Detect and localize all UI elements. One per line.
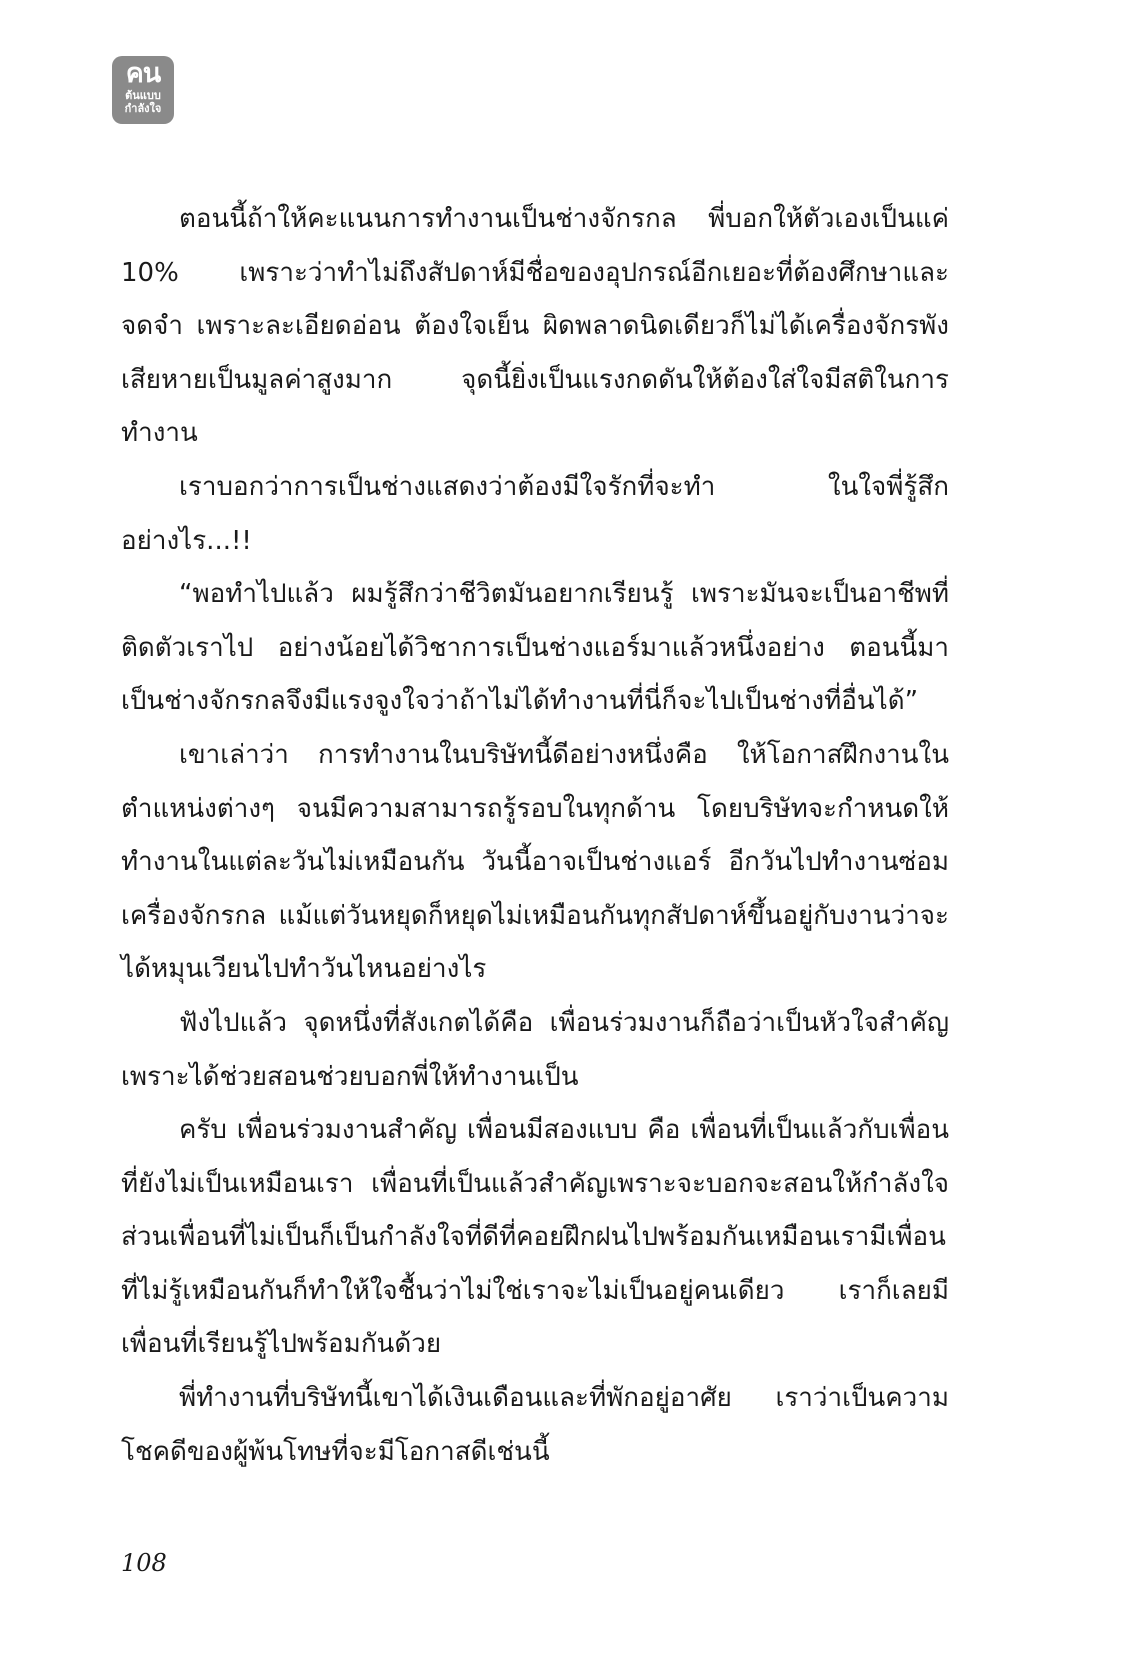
paragraph-6: ครับ เพื่อนร่วมงานสำคัญ เพื่อนมีสองแบบ คือ เพื่อนที่เป็นแล้วกับเพื่อนที่ยังไม่เป็นเหมือนเรา เพื่อนที่เป็นแล้วสำคัญเพราะจะบอกจะสอนให้กำลังใจ ส่วนเพื่อนที่ไม่เป็นก็เป็นกำลังใจที่ดีที่คอยฝึกฝนไปพร้อมกันเหมือนเรามีเพื่อนที่ไม่รู้เหมือนกันก็ทำให้ใจชื้นว่าไม่ใช่เราจะไม่เป็นอยู่คนเดียว เราก็เลยมีเพื่อนที่เรียนรู้ไปพร้อมกันด้วย bbox=[121, 1115, 949, 1360]
paragraph-2: เราบอกว่าการเป็นช่างแสดงว่าต้องมีใจรักที่จะทำ ในใจพี่รู้สึกอย่างไร...!! bbox=[121, 471, 949, 556]
page-number: 108 bbox=[121, 1549, 167, 1577]
page-body bbox=[121, 193, 949, 1479]
book-series-logo bbox=[112, 56, 174, 124]
paragraph-3-quote: “พอทำไปแล้ว ผมรู้สึกว่าชีวิตมันอยากเรียนรู้ เพราะมันจะเป็นอาชีพที่ติดตัวเราไป อย่างน้อยได้วิชาการเป็นช่างแอร์มาแล้วหนึ่งอย่าง ตอนนี้มาเป็นช่างจักรกลจึงมีแรงจูงใจว่าถ้าไม่ได้ทำงานที่นี่ก็จะไปเป็นช่างที่อื่นได้” bbox=[121, 579, 949, 717]
paragraph-7: พี่ทำงานที่บริษัทนี้เขาได้เงินเดือนและที่พักอยู่อาศัย เราว่าเป็นความโชคดีของผู้พ้นโทษที่จะมีโอกาสดีเช่นนี้ bbox=[121, 1383, 949, 1467]
logo-subtitle-line-1: ต้นแบบ bbox=[125, 89, 161, 102]
paragraph-4: เขาเล่าว่า การทำงานในบริษัทนี้ดีอย่างหนึ่งคือ ให้โอกาสฝึกงานในตำแหน่งต่างๆ จนมีความสามารถรู้รอบในทุกด้าน โดยบริษัทจะกำหนดให้ทำงานในแต่ละวันไม่เหมือนกัน วันนี้อาจเป็นช่างแอร์ อีกวันไปทำงานซ่อมเครื่องจักรกล แม้แต่วันหยุดก็หยุดไม่เหมือนกันทุกสัปดาห์ขึ้นอยู่กับงานว่าจะได้หมุนเวียนไปทำวันไหนอย่างไร bbox=[121, 739, 949, 985]
logo-main-text: คน bbox=[125, 58, 161, 89]
paragraph-1: ตอนนี้ถ้าให้คะแนนการทำงานเป็นช่างจักรกล พี่บอกให้ตัวเองเป็นแค่ 10% เพราะว่าทำไม่ถึงสัปดาห์มีชื่อของอุปกรณ์อีกเยอะที่ต้องศึกษาและจดจำ เพราะละเอียดอ่อน ต้องใจเย็น ผิดพลาดนิดเดียวก็ไม่ได้เครื่องจักรพังเสียหายเป็นมูลค่าสูงมาก จุดนี้ยิ่งเป็นแรงกดดันให้ต้องใส่ใจมีสติในการทำงาน bbox=[121, 204, 949, 449]
paragraph-5: ฟังไปแล้ว จุดหนึ่งที่สังเกตได้คือ เพื่อนร่วมงานก็ถือว่าเป็นหัวใจสำคัญเพราะได้ช่วยสอนช่วยบอกพี่ให้ทำงานเป็น bbox=[121, 1007, 949, 1092]
logo-subtitle-line-2: กำลังใจ bbox=[124, 102, 162, 115]
